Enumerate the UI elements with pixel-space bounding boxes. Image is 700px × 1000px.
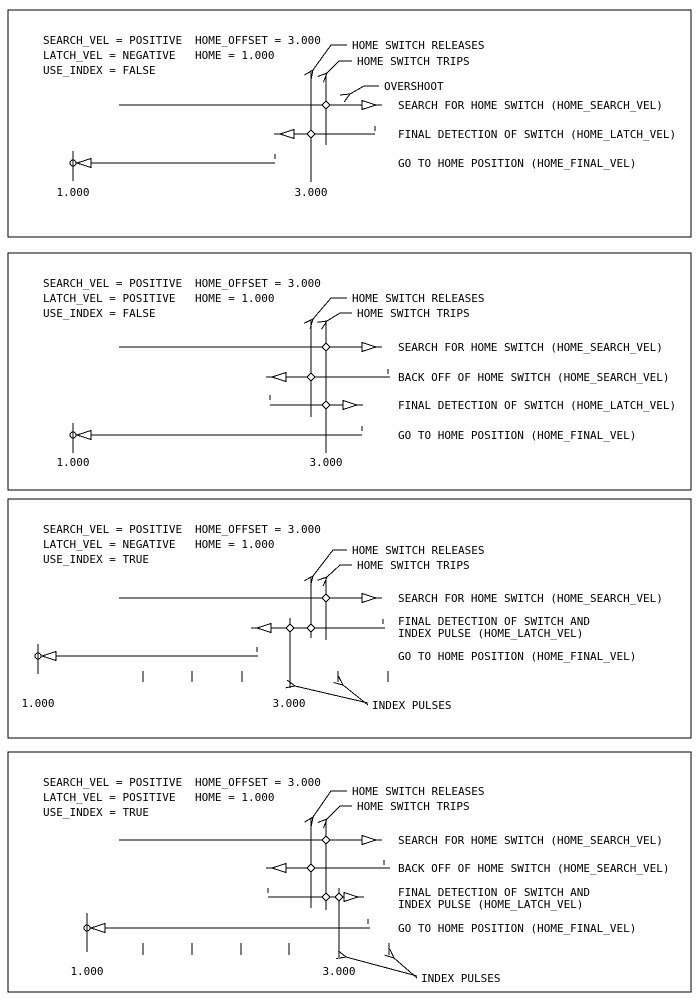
position-label-home: 1.000 (21, 697, 55, 710)
leader-line-overshoot (350, 86, 379, 94)
step-label-final-detection-line1: FINAL DETECTION OF SWITCH AND (398, 886, 591, 899)
step-label-search: SEARCH FOR HOME SWITCH (HOME_SEARCH_VEL) (398, 592, 663, 605)
position-label-offset: 3.000 (272, 697, 306, 710)
switch-trip-marker (322, 594, 330, 602)
callout-home-switch-trips: HOME SWITCH TRIPS (357, 55, 470, 68)
leader-line-trips (327, 313, 352, 321)
param-latch-vel: LATCH_VEL = NEGATIVE (43, 49, 176, 62)
param-search-vel: SEARCH_VEL = POSITIVE (43, 776, 183, 789)
position-label-offset: 3.000 (322, 965, 356, 978)
motion-arrow-right (362, 594, 382, 603)
leader-line-releases (313, 550, 347, 576)
callout-home-switch-releases: HOME SWITCH RELEASES (352, 292, 485, 305)
leader-line-trips (327, 806, 352, 819)
callout-home-switch-trips: HOME SWITCH TRIPS (357, 800, 470, 813)
callout-home-switch-trips: HOME SWITCH TRIPS (357, 307, 470, 320)
step-label-search: SEARCH FOR HOME SWITCH (HOME_SEARCH_VEL) (398, 341, 663, 354)
index-pulse-marker (286, 624, 294, 632)
param-home-offset: HOME_OFFSET = 3.000 (195, 34, 321, 47)
switch-trip-marker (322, 836, 330, 844)
param-home-offset: HOME_OFFSET = 3.000 (195, 523, 321, 536)
step-label-search: SEARCH FOR HOME SWITCH (HOME_SEARCH_VEL) (398, 99, 663, 112)
param-latch-vel: LATCH_VEL = NEGATIVE (43, 538, 176, 551)
leader-line-trips (327, 565, 352, 577)
step-label-back-off: BACK OFF OF HOME SWITCH (HOME_SEARCH_VEL) (398, 862, 670, 875)
index-pulses-label: INDEX PULSES (372, 699, 452, 712)
panel-4 (8, 752, 691, 992)
switch-trip-marker (322, 401, 330, 409)
motion-arrow-left (266, 864, 286, 873)
motion-arrow-right (344, 893, 364, 902)
param-home-offset: HOME_OFFSET = 3.000 (195, 776, 321, 789)
callout-overshoot: OVERSHOOT (384, 80, 444, 93)
param-use-index: USE_INDEX = TRUE (43, 806, 149, 819)
leader-line-releases (313, 791, 347, 817)
switch-release-marker (307, 624, 315, 632)
motion-arrow-left (266, 373, 286, 382)
switch-trip-marker (322, 101, 330, 109)
param-home: HOME = 1.000 (195, 791, 275, 804)
param-home-offset: HOME_OFFSET = 3.000 (195, 277, 321, 290)
leader-line-trips (327, 61, 352, 73)
motion-arrow-right (362, 836, 382, 845)
step-label-final-detection-line2: INDEX PULSE (HOME_LATCH_VEL) (398, 627, 584, 640)
step-label-final-detection-line1: FINAL DETECTION OF SWITCH AND (398, 615, 591, 628)
step-label-final-detection: FINAL DETECTION OF SWITCH (HOME_LATCH_VEL) (398, 128, 677, 141)
position-label-home: 1.000 (56, 186, 90, 199)
param-search-vel: SEARCH_VEL = POSITIVE (43, 34, 183, 47)
param-latch-vel: LATCH_VEL = POSITIVE (43, 292, 176, 305)
position-label-offset: 3.000 (309, 456, 343, 469)
callout-home-switch-trips: HOME SWITCH TRIPS (357, 559, 470, 572)
callout-home-switch-releases: HOME SWITCH RELEASES (352, 544, 485, 557)
switch-trip-marker (322, 343, 330, 351)
panel-2 (8, 253, 691, 490)
param-search-vel: SEARCH_VEL = POSITIVE (43, 277, 183, 290)
step-label-back-off: BACK OFF OF HOME SWITCH (HOME_SEARCH_VEL) (398, 371, 670, 384)
step-label-go-home: GO TO HOME POSITION (HOME_FINAL_VEL) (398, 157, 637, 170)
step-label-go-home: GO TO HOME POSITION (HOME_FINAL_VEL) (398, 429, 637, 442)
step-label-final-detection-line2: INDEX PULSE (HOME_LATCH_VEL) (398, 898, 584, 911)
param-search-vel: SEARCH_VEL = POSITIVE (43, 523, 183, 536)
switch-release-marker (307, 864, 315, 872)
index-pulses-label: INDEX PULSES (421, 972, 501, 985)
position-label-offset: 3.000 (294, 186, 328, 199)
index-pulse-marker (335, 893, 343, 901)
step-label-go-home: GO TO HOME POSITION (HOME_FINAL_VEL) (398, 922, 637, 935)
step-label-search: SEARCH FOR HOME SWITCH (HOME_SEARCH_VEL) (398, 834, 663, 847)
param-use-index: USE_INDEX = FALSE (43, 64, 156, 77)
motion-arrow-right (362, 343, 382, 352)
switch-release-marker (307, 130, 315, 138)
panel-1 (8, 10, 691, 237)
param-home: HOME = 1.000 (195, 292, 275, 305)
leader-line-index-pulse (343, 685, 368, 705)
step-label-final-detection: FINAL DETECTION OF SWITCH (HOME_LATCH_VEL) (398, 399, 677, 412)
callout-home-switch-releases: HOME SWITCH RELEASES (352, 39, 485, 52)
leader-line-releases (313, 298, 347, 319)
leader-line-index-pulse (346, 957, 417, 976)
param-use-index: USE_INDEX = TRUE (43, 553, 149, 566)
leader-line-releases (313, 45, 347, 70)
motion-arrow-left (274, 130, 294, 139)
param-latch-vel: LATCH_VEL = POSITIVE (43, 791, 176, 804)
switch-release-marker (307, 373, 315, 381)
leader-line-index-pulse (394, 958, 417, 978)
switch-trip-marker (322, 893, 330, 901)
step-label-go-home: GO TO HOME POSITION (HOME_FINAL_VEL) (398, 650, 637, 663)
param-use-index: USE_INDEX = FALSE (43, 307, 156, 320)
leader-line-index-pulse (295, 686, 368, 703)
callout-home-switch-releases: HOME SWITCH RELEASES (352, 785, 485, 798)
param-home: HOME = 1.000 (195, 49, 275, 62)
param-home: HOME = 1.000 (195, 538, 275, 551)
position-label-home: 1.000 (70, 965, 104, 978)
motion-arrow-right (362, 101, 382, 110)
motion-arrow-left (251, 624, 271, 633)
position-label-home: 1.000 (56, 456, 90, 469)
motion-arrow-right (343, 401, 363, 410)
panel-3 (8, 499, 691, 738)
